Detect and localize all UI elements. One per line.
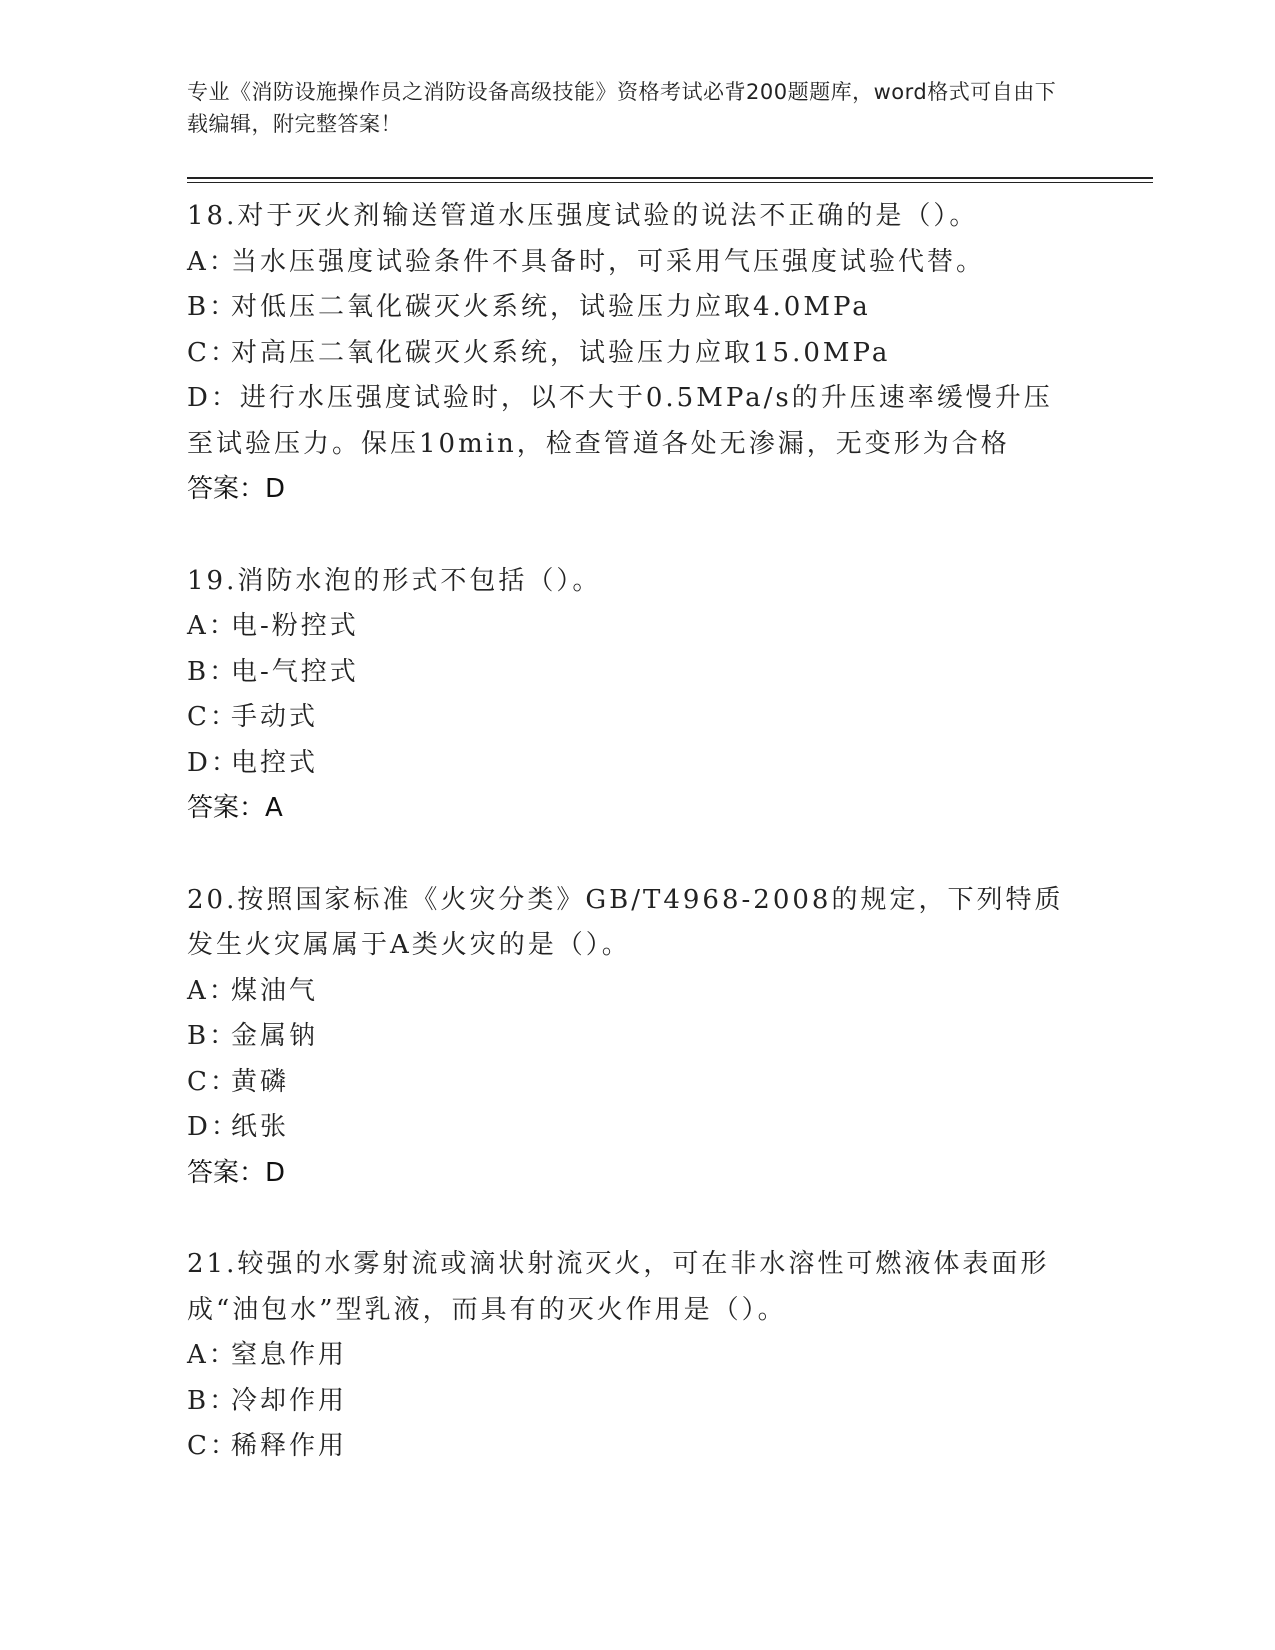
option-key: D： [187,747,240,778]
option-key: B： [187,1385,239,1416]
option-text: 煤油气 [231,975,319,1006]
option-key: B： [187,1021,239,1051]
option-key: B： [187,292,239,322]
option-d [187,1105,1067,1151]
option-a [187,969,1067,1015]
option-text: 电控式 [231,747,319,778]
option-text: 窒息作用 [231,1340,348,1370]
option-key: C： [187,702,239,732]
header-divider-thin [187,182,1153,183]
option-text: 对低压二氧化碳灭火系统，试验压力应取4.0MPa [231,292,871,322]
option-c [187,1060,1067,1106]
option-text: 电-粉控式 [231,611,359,641]
option-d [187,376,1067,467]
question-20 [187,878,1067,1197]
option-text: 冷却作用 [231,1385,348,1416]
option-text: 金属钠 [231,1021,319,1051]
question-list [187,194,1067,1516]
question-stem: 21.较强的水雾射流或滴状射流灭火，可在非水溶性可燃液体表面形成“油包水”型乳液，而具有的灭火作用是（）。 [187,1249,1050,1325]
option-a [187,1333,1067,1379]
document-header: 专业《消防设施操作员之消防设备高级技能》资格考试必背200题题库，word格式可自由下载编辑，附完整答案！ [187,80,1057,136]
option-key: A： [187,1340,238,1370]
option-key: D： [187,383,240,413]
option-key: A： [187,611,238,641]
answer-label: 答案：D [187,1157,286,1188]
question-stem: 18.对于灭火剂输送管道水压强度试验的说法不正确的是（）。 [187,201,979,231]
question-stem: 20.按照国家标准《火灾分类》GB/T4968-2008的规定，下列特质发生火灾属属于A类火灾的是（）。 [187,884,1064,960]
option-c [187,1424,1067,1470]
option-text: 当水压强度试验条件不具备时，可采用气压强度试验代替。 [231,246,986,277]
question-stem: 19.消防水泡的形式不包括（）。 [187,565,602,596]
option-c [187,695,1067,741]
option-text: 手动式 [231,702,319,732]
question-21 [187,1242,1067,1470]
option-key: A： [187,246,238,277]
option-key: C： [187,1431,239,1461]
option-key: A： [187,975,238,1006]
option-a [187,604,1067,650]
option-key: B： [187,656,239,687]
option-text: 稀释作用 [231,1431,348,1461]
option-text: 进行水压强度试验时，以不大于0.5MPa/s的升压速率缓慢升压至试验压力。保压10min，检查管道各处无渗漏，无变形为合格 [187,383,1053,459]
answer-label: 答案：A [187,793,283,823]
option-d [187,741,1067,787]
option-b [187,285,1067,331]
option-text: 电-气控式 [231,656,359,687]
question-18 [187,194,1067,513]
option-b [187,1379,1067,1425]
option-key: C： [187,1066,239,1097]
option-b [187,650,1067,696]
option-text: 纸张 [231,1112,290,1142]
option-key: C： [187,337,239,368]
option-text: 黄磷 [231,1066,290,1097]
header-divider-thick [187,177,1153,179]
option-key: D： [187,1112,240,1142]
option-a [187,240,1067,286]
option-b [187,1014,1067,1060]
option-text: 对高压二氧化碳灭火系统，试验压力应取15.0MPa [231,337,891,368]
option-c [187,331,1067,377]
question-19 [187,559,1067,832]
answer-label: 答案：D [187,474,286,504]
